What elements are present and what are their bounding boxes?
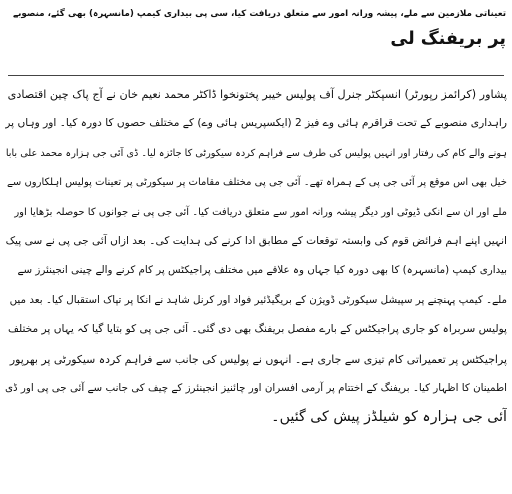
body-line: بیداری کیمپ (مانسہرہ) کا بھی دورہ کیا جہاں وہ علاقے میں مختلف پراجیکٹس پر کام کرنے والے چینی انجینئرز سے — [17, 264, 507, 277]
body-line: آئی جی ہزارہ کو شیلڈز پیش کی گئیں۔ — [271, 409, 507, 426]
body-line: اطمینان کا اظہار کیا۔ بریفنگ کے اختتام پر آرمی افسران اور چائنیز انجینئرز کے چیف کی جانب سے آئی جی پی اور ڈی — [5, 382, 507, 395]
body-line: پولیس سربراہ کو جاری پراجیکٹس کے بارے مفصل بریفنگ بھی دی گئی۔ آئی جی پی کو بتایا گیا کہ یہاں پر مختلف — [8, 323, 507, 336]
body-line: راہداری منصوبے کے تحت قراقرم ہائی وے فیز 2 (ایکسپریس ہائی وے) کے مختلف حصوں کا دورہ کیا۔ اور وہاں پر — [5, 117, 507, 130]
body-line: ملے۔ کیمپ پہنچنے پر سپیشل سیکورٹی ڈویژن کے بریگیڈئیر فواد اور کرنل شاہد نے انکا پر تپاک استقبال کیا۔ بعد میں — [9, 293, 507, 306]
body-line: انہیں اپنے اہم فرائض قوم کی وابستہ توقعات کے مطابق ادا کرنے کی ہدایت کی۔ بعد ازاں آئی جی پی نے سی پیک — [5, 235, 507, 248]
body-line: خیل بھی اس موقع پر آئی جی پی کے ہمراہ تھے۔ آئی جی پی مختلف مقامات پر سیکورٹی پر تعینات پولیس اہلکاروں سے — [7, 177, 507, 189]
body-line: ملے اور ان سے انکی ڈیوٹی اور دیگر پیشہ ورانہ امور سے متعلق دریافت کیا۔ آئی جی پی نے جوانوں کا حوصلہ بڑھایا اور — [14, 206, 507, 218]
article-body — [5, 80, 507, 433]
headline-line-1: تعیناتی ملازمین سے ملے، پیشہ ورانہ امور سے متعلق دریافت کیا، سی پی بیداری کیمپ (مانسہرہ) بھی گئے، منصوبے — [12, 9, 506, 19]
body-line: پشاور (کرائمز رپورٹر) انسپکٹر جنرل آف پولیس خیبر پختونخوا ڈاکٹر محمد نعیم خان نے آج پاک چین اقتصادی — [7, 88, 507, 101]
headline-divider — [8, 75, 504, 76]
body-line: ہونے والے کام کی رفتار اور انہیں پولیس کی طرف سے فراہم کردہ سیکورٹی کا جائزہ لیا۔ ڈی آئی جی ہزارہ محمد علی بابا — [5, 147, 507, 159]
headline-line-2: پر بریفنگ لی — [390, 29, 506, 49]
body-line: پراجیکٹس پر تعمیراتی کام تیزی سے جاری ہے۔ انہوں نے پولیس کی جانب سے فراہم کردہ سیکورٹی پر بھرپور — [9, 352, 507, 366]
headline — [6, 2, 506, 52]
